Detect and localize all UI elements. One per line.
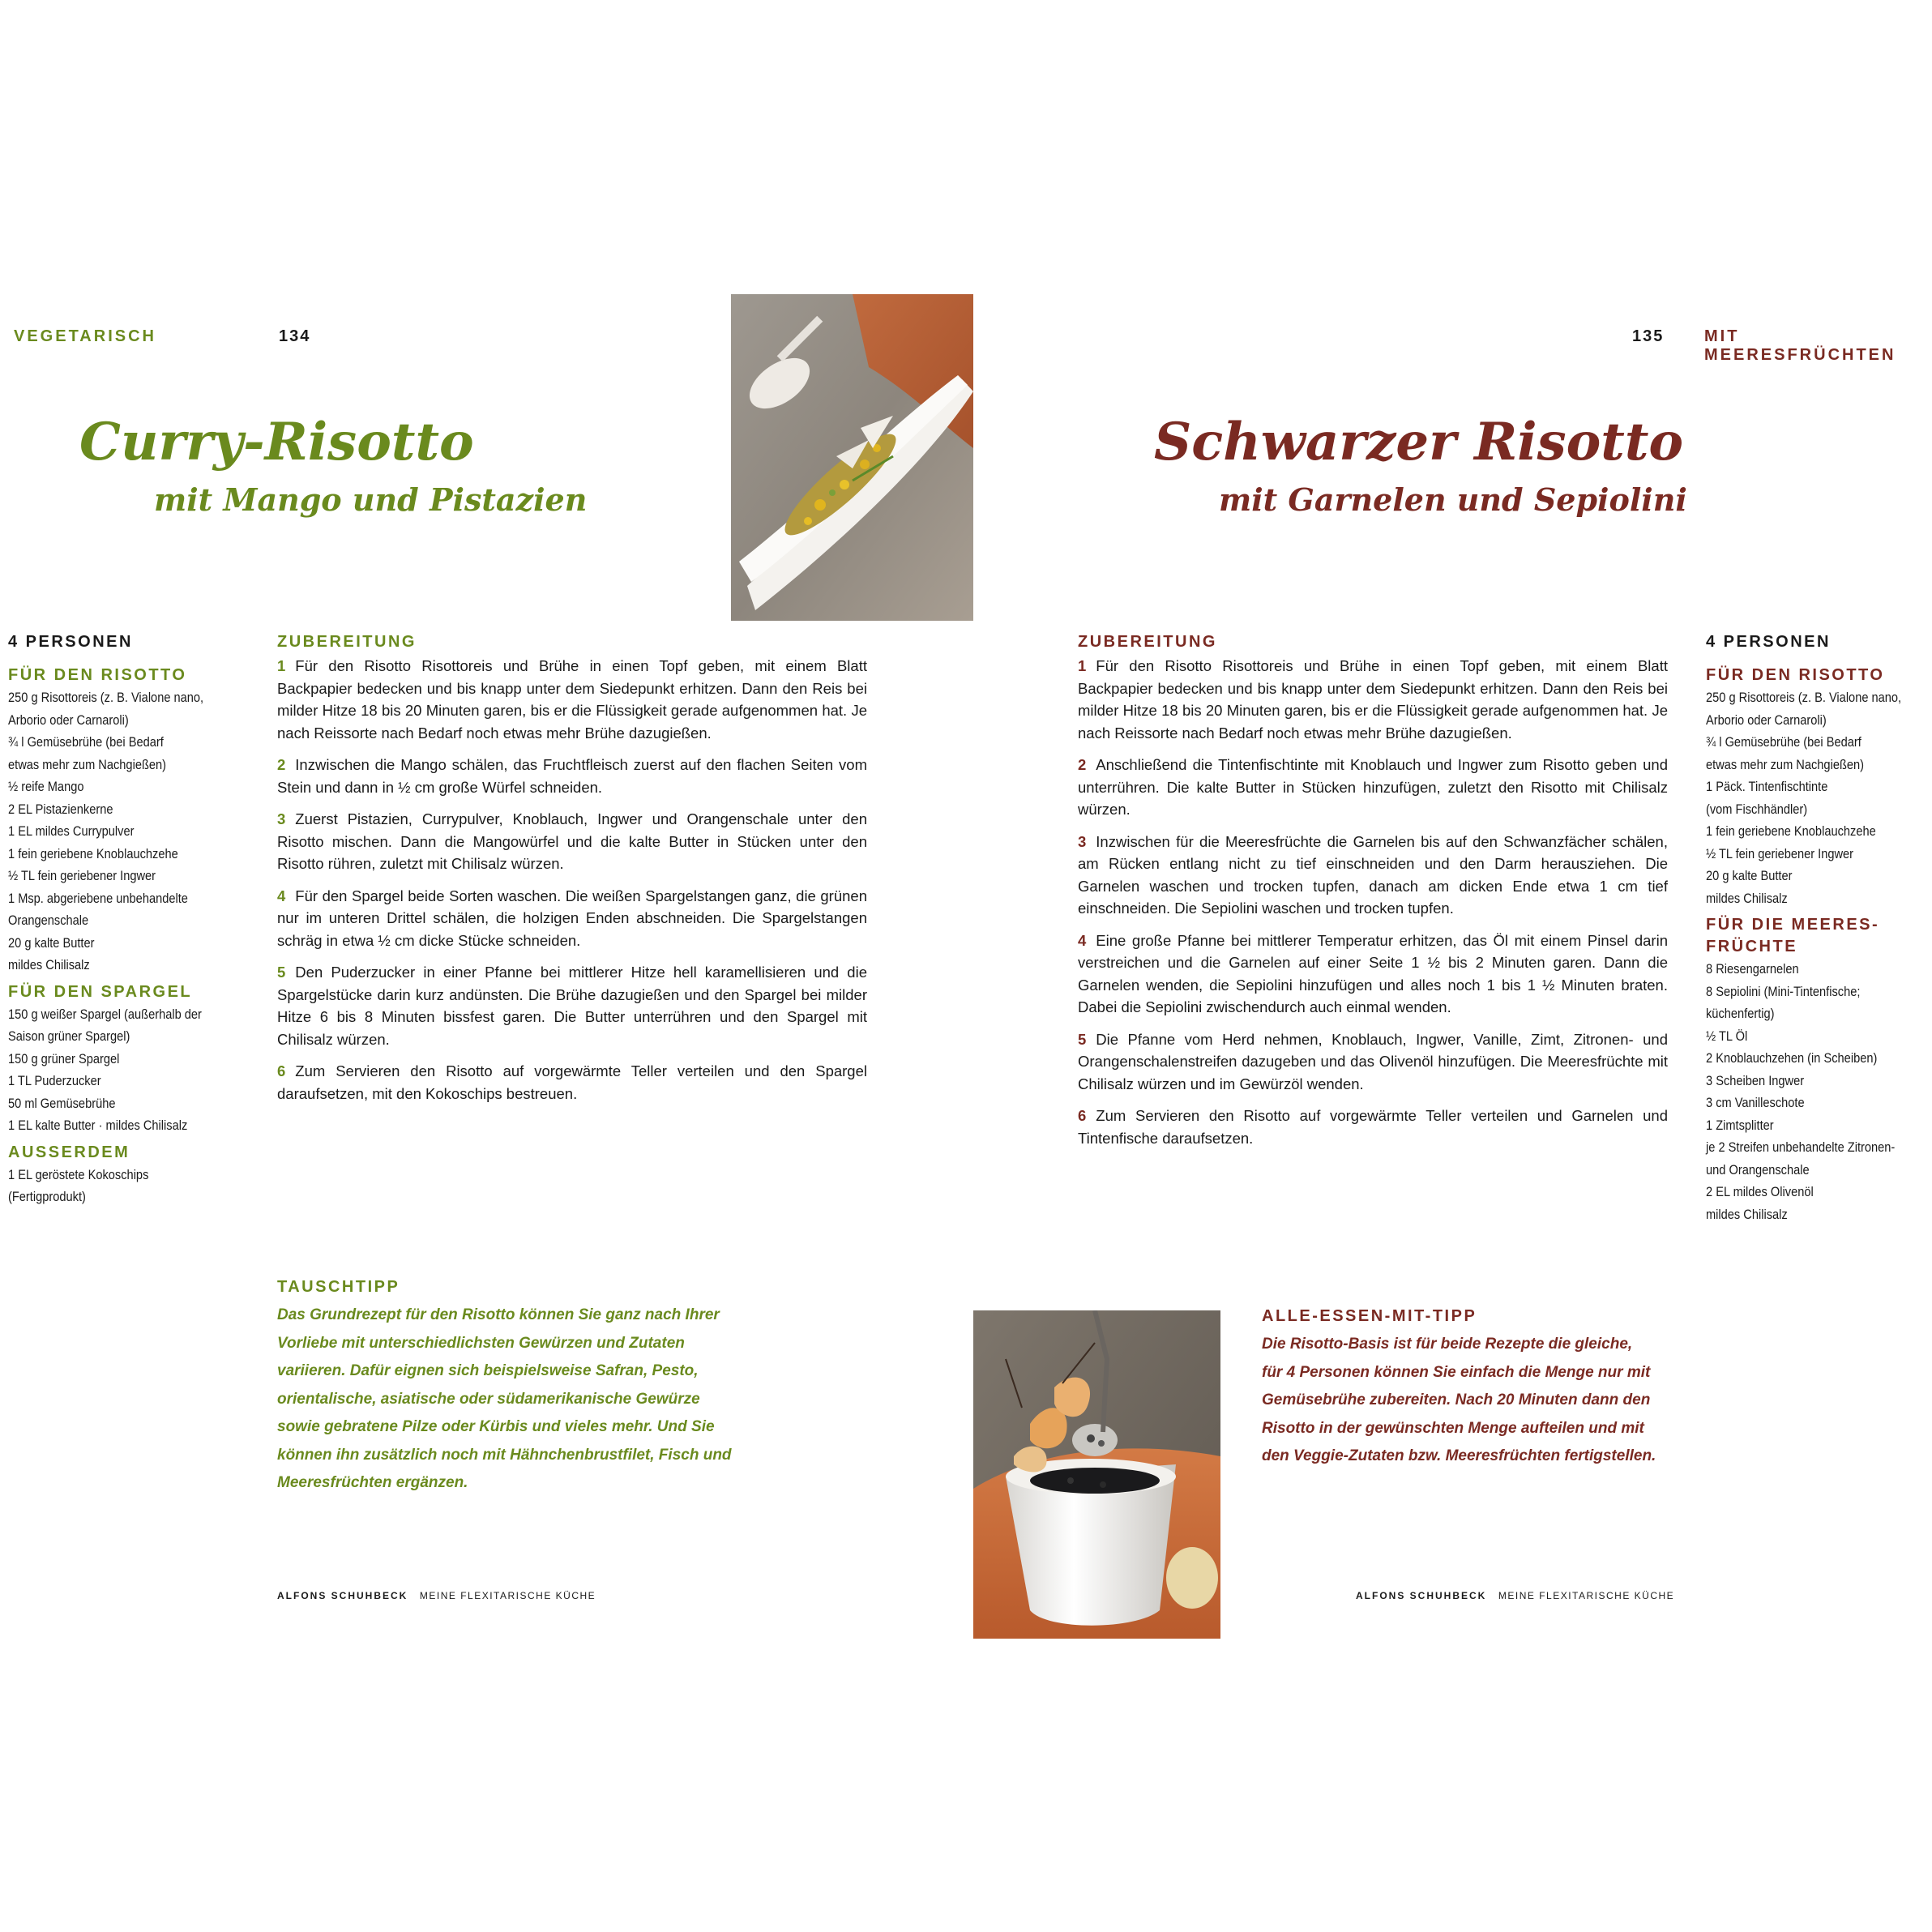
method-step: 2 Inzwischen die Mango schälen, das Fruchtfleisch zuerst auf den flachen Seiten vom Stein und dann in ½ cm große Würfel schneiden.	[277, 756, 867, 796]
left-tip-text	[277, 1302, 763, 1498]
method-step: 3 Zuerst Pistazien, Currypulver, Knoblauch, Ingwer und Orangenschale unter den Risotto mischen. Dann die Mangowürfel und die kalte Butter in Stücken unter den Risotto rühren, zuletzt mit Chilisalz würzen.	[277, 810, 867, 872]
left-tip-heading: TAUSCHTIPP	[277, 1278, 400, 1296]
left-recipe-subtitle: mit Mango und Pistazien	[154, 481, 588, 518]
right-servings: 4 PERSONEN	[1706, 633, 1831, 651]
method-step: 4 Für den Spargel beide Sorten waschen. Die weißen Spargelstangen ganz, die grünen nur im unteren Drittel schälen, die holzigen Enden abschneiden. Die Spargelstangen schräg in etwa ½ cm dicke Stücke schneiden.	[277, 887, 867, 949]
ingredient-line: ½ TL fein geriebener Ingwer	[1706, 845, 1854, 861]
ingredient-line: küchenfertig)	[1706, 1006, 1775, 1021]
ingredient-line: etwas mehr zum Nachgießen)	[8, 756, 167, 772]
ingredient-line: 2 EL Pistazienkerne	[8, 801, 113, 817]
ingredient-line: 20 g kalte Butter	[8, 934, 95, 951]
ingredient-line: 1 Zimtsplitter	[1706, 1117, 1774, 1133]
ingredient-line: je 2 Streifen unbehandelte Zitronen-	[1706, 1139, 1896, 1155]
tip-line: Die Risotto-Basis ist für beide Rezepte die gleiche,	[1262, 1336, 1633, 1353]
left-ingredient-list-spargel	[8, 1003, 231, 1137]
ingredient-line: und Orangenschale	[1706, 1161, 1810, 1178]
left-ingredient-list-risotto	[8, 686, 231, 977]
left-servings: 4 PERSONEN	[8, 633, 133, 651]
right-tip-text	[1262, 1331, 1716, 1471]
ingredient-line: 1 EL kalte Butter · mildes Chilisalz	[8, 1118, 188, 1133]
ingredient-line: 1 Päck. Tintenfischtinte	[1706, 779, 1828, 794]
left-recipe-title: Curry-Risotto	[79, 412, 474, 472]
tip-line: Risotto in der gewünschten Menge aufteilen und mit	[1262, 1419, 1644, 1437]
left-ingredient-heading-spargel: FÜR DEN SPARGEL	[8, 982, 193, 1001]
ingredient-line: ¾ l Gemüsebrühe (bei Bedarf	[8, 734, 164, 750]
method-step: 3 Inzwischen für die Meeresfrüchte die Garnelen bis auf den Schwanzfächer schälen, am Rücken entlang nicht zu tief einschneiden und den Darm herausziehen. Die Garnelen waschen und trocken tupfen, danach am dicken Ende etwa 1 cm tief einschneiden. Die Sepiolini waschen und trocken tupfen.	[1078, 832, 1668, 917]
ingredient-line: mildes Chilisalz	[1706, 1206, 1788, 1222]
black-risotto-photo	[973, 1310, 1220, 1639]
method-step: 6 Zum Servieren den Risotto auf vorgewärmte Teller verteilen und den Spargel daraufsetzen, mit den Kokoschips bestreuen.	[277, 1062, 867, 1102]
right-tip-heading: ALLE-ESSEN-MIT-TIPP	[1262, 1307, 1477, 1325]
ingredient-line: ½ reife Mango	[8, 779, 84, 794]
right-method-heading: ZUBEREITUNG	[1078, 633, 1217, 651]
tip-line: orientalische, asiatische oder südamerikanische Gewürze	[277, 1390, 700, 1408]
left-method	[277, 631, 867, 1114]
ingredient-line: ½ TL fein geriebener Ingwer	[8, 868, 156, 883]
right-ingredient-list-meeresfruechte	[1706, 958, 1894, 1225]
tip-line: variieren. Dafür eignen sich beispielsweise Safran, Pesto,	[277, 1362, 699, 1379]
ingredient-line: 1 fein geriebene Knoblauchzehe	[8, 845, 178, 861]
right-ingredient-list-risotto	[1706, 686, 1902, 909]
left-method-heading: ZUBEREITUNG	[277, 633, 417, 651]
ingredient-line: (Fertigprodukt)	[8, 1189, 86, 1204]
tip-line: Das Grundrezept für den Risotto können Sie ganz nach Ihrer	[277, 1306, 720, 1323]
method-step: 2 Anschließend die Tintenfischtinte mit Knoblauch und Ingwer zum Risotto geben und unterrühren. Die kalte Butter in Stücken hinzufügen, zuletzt den Risotto mit Chilisalz würzen.	[1078, 756, 1668, 818]
right-ingredients	[1706, 665, 1925, 1225]
ingredient-line: mildes Chilisalz	[1706, 890, 1788, 906]
method-step: 1 Für den Risotto Risottoreis und Brühe in einen Topf geben, mit einem Blatt Backpapier bedecken und bis knapp unter dem Siedepunkt erhitzen. Dann den Reis bei milder Hitze 18 bis 20 Minuten garen, bis er die Flüssigkeit gerade aufgenommen hat. Je nach Reissorte nach Bedarf noch etwas mehr Brühe dazugießen.	[277, 657, 867, 742]
ingredient-line: 3 Scheiben Ingwer	[1706, 1072, 1805, 1088]
method-step: 6 Zum Servieren den Risotto auf vorgewärmte Teller verteilen und Garnelen und Tintenfische daraufsetzen.	[1078, 1107, 1668, 1147]
ingredient-line: 1 EL geröstete Kokoschips	[8, 1166, 149, 1182]
ingredient-line: 150 g grüner Spargel	[8, 1050, 120, 1066]
ingredient-line: 2 EL mildes Olivenöl	[1706, 1184, 1814, 1199]
ingredient-line: mildes Chilisalz	[8, 957, 90, 972]
right-category: MIT MEERESFRÜCHTEN	[1704, 327, 1896, 364]
method-step: 5 Die Pfanne vom Herd nehmen, Knoblauch, Ingwer, Vanille, Zimt, Zitronen- und Orangenschalenstreifen dazugeben und das Olivenöl hinzufügen. Die Meeresfrüchte mit Chilisalz würzen und im Gewürzöl wenden.	[1078, 1030, 1668, 1092]
tip-line: für 4 Personen können Sie einfach die Menge nur mit	[1262, 1363, 1651, 1381]
ingredient-line: 1 fein geriebene Knoblauchzehe	[1706, 823, 1876, 839]
right-method	[1078, 631, 1668, 1159]
ingredient-line: 250 g Risottoreis (z. B. Vialone nano,	[1706, 690, 1902, 705]
ingredient-line: ½ TL Öl	[1706, 1028, 1748, 1044]
ingredient-line: 1 EL mildes Currypulver	[8, 823, 135, 839]
right-recipe-title: Schwarzer Risotto	[1154, 412, 1684, 472]
method-step: 1 Für den Risotto Risottoreis und Brühe in einen Topf geben, mit einem Blatt Backpapier bedecken und bis knapp unter dem Siedepunkt erhitzen. Dann den Reis bei milder Hitze 18 bis 20 Minuten garen, bis er die Flüssigkeit gerade aufgenommen hat. Je nach Reissorte nach Bedarf noch etwas mehr Brühe dazugießen.	[1078, 657, 1668, 742]
right-page-number: 135	[1632, 327, 1665, 345]
left-category: VEGETARISCH	[14, 327, 156, 345]
method-step: 4 Eine große Pfanne bei mittlerer Temperatur erhitzen, das Öl mit einem Pinsel darin verstreichen und die Garnelen auf einer Seite 1 ½ bis 2 Minuten garen. Dann die Garnelen wenden, die Sepiolini hinzufügen und alles noch 1 bis 1 ½ Minuten braten. Dabei die Sepiolini zwischendurch auch einmal wenden.	[1078, 931, 1668, 1015]
curry-risotto-photo	[731, 294, 973, 621]
ingredient-line: 250 g Risottoreis (z. B. Vialone nano,	[8, 690, 204, 705]
ingredient-line: ¾ l Gemüsebrühe (bei Bedarf	[1706, 734, 1861, 750]
ingredient-line: 2 Knoblauchzehen (in Scheiben)	[1706, 1050, 1878, 1066]
left-ingredients	[8, 665, 267, 1208]
left-page-number: 134	[279, 327, 311, 345]
right-tip-box	[1262, 1306, 1716, 1471]
tip-line: Meeresfrüchten ergänzen.	[277, 1474, 468, 1491]
left-ingredient-heading-ausserdem: AUSSERDEM	[8, 1143, 130, 1161]
tip-line: Gemüsebrühe zubereiten. Nach 20 Minuten dann den	[1262, 1391, 1651, 1408]
tip-line: Vorliebe mit unterschiedlichsten Gewürzen und Zutaten	[277, 1334, 685, 1352]
ingredient-line: Arborio oder Carnaroli)	[8, 712, 129, 728]
right-ingredient-heading-meeresfruechte: FÜR DIE MEERES- FRÜCHTE	[1706, 916, 1880, 955]
tip-line: können ihn zusätzlich noch mit Hähnchenbrustfilet, Fisch und	[277, 1446, 732, 1464]
left-ingredient-list-ausserdem	[8, 1164, 231, 1208]
ingredient-line: 8 Sepiolini (Mini-Tintenfische;	[1706, 983, 1861, 999]
ingredient-line: Arborio oder Carnaroli)	[1706, 712, 1827, 728]
ingredient-line: Orangenschale	[8, 913, 89, 928]
left-footer: ALFONS SCHUHBECK MEINE FLEXITARISCHE KÜCHE	[277, 1590, 596, 1601]
ingredient-line: etwas mehr zum Nachgießen)	[1706, 756, 1865, 772]
left-tip-box	[277, 1276, 763, 1498]
ingredient-line: 3 cm Vanilleschote	[1706, 1095, 1805, 1110]
ingredient-line: 1 Msp. abgeriebene unbehandelte	[8, 890, 188, 906]
method-step: 5 Den Puderzucker in einer Pfanne bei mittlerer Hitze hell karamellisieren und die Spargelstücke darin kurz andünsten. Die Brühe dazugießen und den Spargel bei milder Hitze 6 bis 8 Minuten bissfest garen. Die Butter unterrühren und den Spargel mit Chilisalz würzen.	[277, 964, 867, 1048]
right-footer: ALFONS SCHUHBECK MEINE FLEXITARISCHE KÜCHE	[1356, 1590, 1675, 1601]
tip-line: den Veggie-Zutaten bzw. Meeresfrüchten fertigstellen.	[1262, 1447, 1656, 1464]
ingredient-line: (vom Fischhändler)	[1706, 801, 1808, 817]
ingredient-line: 1 TL Puderzucker	[8, 1073, 101, 1088]
right-recipe-subtitle: mit Garnelen und Sepiolini	[1219, 481, 1687, 518]
ingredient-line: 50 ml Gemüsebrühe	[8, 1095, 116, 1111]
ingredient-line: 20 g kalte Butter	[1706, 868, 1793, 883]
ingredient-line: Saison grüner Spargel)	[8, 1028, 130, 1044]
tip-line: sowie gebratene Pilze oder Kürbis und vieles mehr. Und Sie	[277, 1418, 715, 1435]
ingredient-line: 150 g weißer Spargel (außerhalb der	[8, 1006, 202, 1022]
right-ingredient-heading-risotto: FÜR DEN RISOTTO	[1706, 666, 1885, 684]
ingredient-line: 8 Riesengarnelen	[1706, 961, 1799, 977]
left-ingredient-heading-risotto: FÜR DEN RISOTTO	[8, 666, 187, 684]
